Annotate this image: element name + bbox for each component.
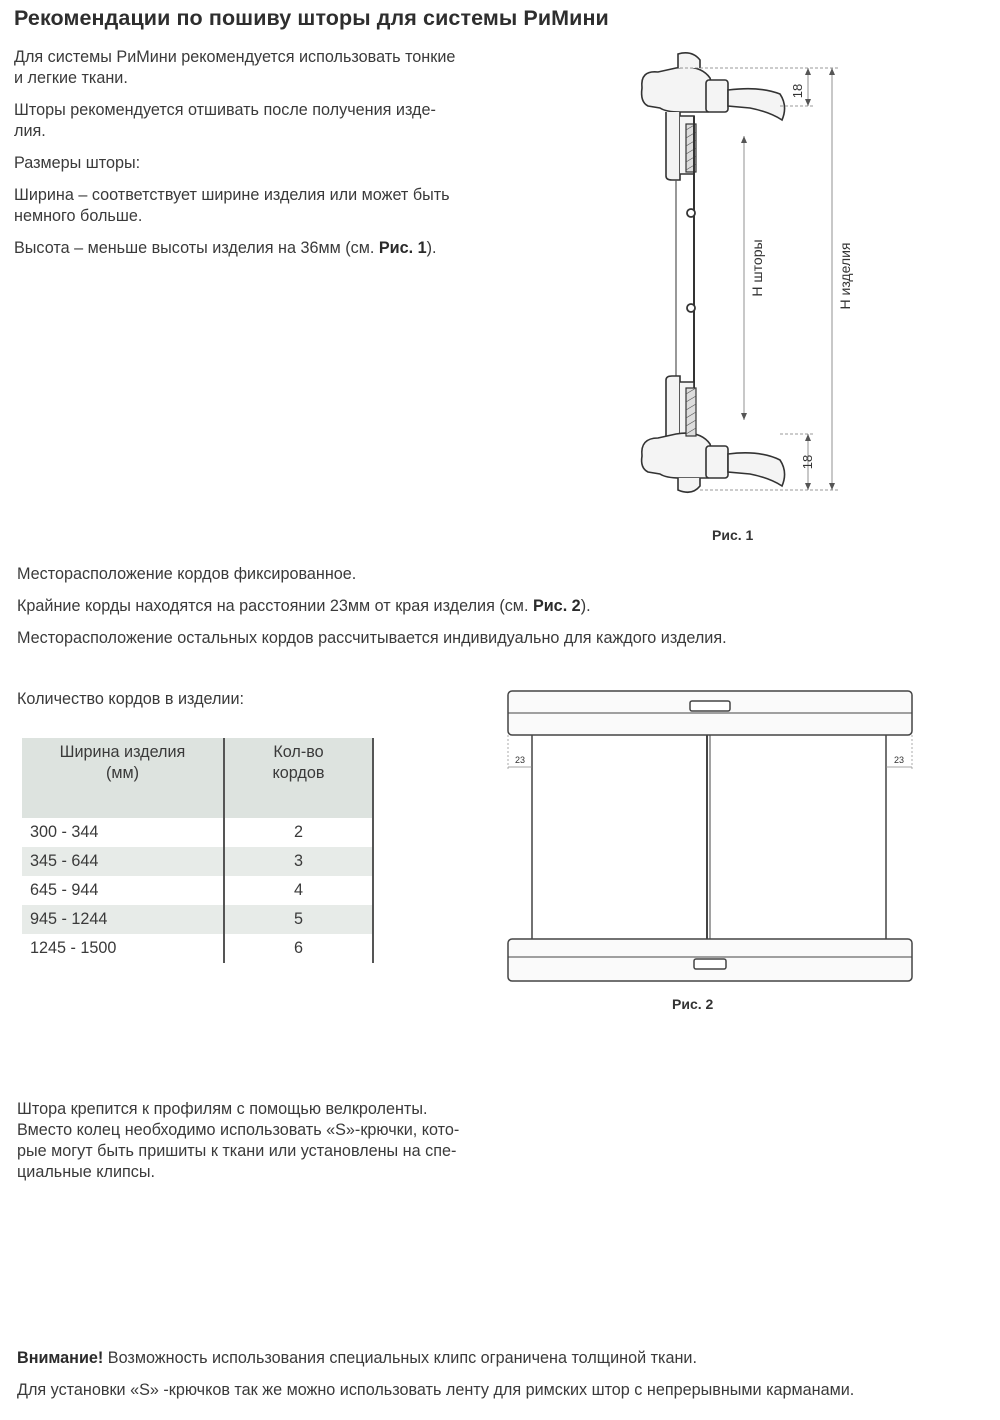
product-height-label: Н изделия [837,242,853,310]
cords-count-heading: Количество кордов в изделии: [17,690,245,708]
table-row [22,934,373,963]
header-width-line-2: (мм) [105,764,140,782]
cords-text-3: Месторасположение остальных кордов рассчитывается индивидуально для каждого изделия. [17,629,727,647]
height-text-main: Высота – меньше высоты изделия на 36мм (см. [14,239,379,257]
header-count-line-2: кордов [272,764,325,782]
fig1-section-drawing [620,50,880,510]
fig1-caption: Рис. 1 [712,527,754,543]
table-cell-count: 4 [224,876,373,905]
ring-icon [687,209,695,217]
table-row [22,905,373,934]
table-cell-count: 2 [224,818,373,847]
table-row [22,847,373,876]
sizes-heading: Размеры шторы: [14,154,141,172]
table-header-width [22,738,224,818]
ribbon-note: Для установки «S» -крючков так же можно использовать ленту для римских штор с непрерывными карманами. [17,1381,855,1399]
height-text-end: ). [426,239,437,257]
dim-left-label: 23 [514,755,526,765]
cords-text-1: Месторасположение кордов фиксированное. [17,565,357,583]
table-cell-count: 6 [224,934,373,963]
table-header-row [22,738,373,818]
dim-right-label: 23 [893,755,905,765]
warning-note [17,1348,697,1369]
cords-text-2-main: Крайние корды находятся на расстоянии 23мм от края изделия (см. [17,597,533,615]
table-row [22,818,373,847]
width-text-1: Ширина – соответствует ширине изделия или может быть [14,186,450,204]
intro-text-2: и легкие ткани. [14,69,128,87]
fig1-reference: Рис. 1 [378,239,427,257]
bottom-rail-shape [508,939,912,981]
width-text-2: немного больше. [14,207,143,225]
page-title: Рекомендации по пошиву шторы для системы РиМини [14,6,609,30]
table-cell-range: 345 - 644 [22,847,224,876]
table-cell-count: 5 [224,905,373,934]
cords-text-2 [17,596,591,617]
height-text [14,238,437,259]
intro-text-3: Шторы рекомендуется отшивать после получения изде- [14,101,436,119]
ring-icon [687,304,695,312]
table-cell-range: 300 - 344 [22,818,224,847]
top-profile-shape [642,53,785,180]
header-count-line-1: Кол-во [273,743,324,761]
top-rail-shape [508,691,912,735]
intro-text-4: лия. [14,122,46,140]
fig2-front-drawing [500,685,920,985]
mount-text-4: циальные клипсы. [17,1163,156,1181]
intro-text-1: Для системы РиМини рекомендуется использовать тонкие [14,48,456,66]
cords-count-table [22,738,374,963]
table-header-count [224,738,373,818]
header-width-line-1: Ширина изделия [59,743,186,761]
warning-text: Возможность использования специальных клипс ограничена толщиной ткани. [103,1349,697,1367]
table-cell-range: 1245 - 1500 [22,934,224,963]
table-cell-range: 945 - 1244 [22,905,224,934]
mount-text-1: Штора крепится к профилям с помощью велкроленты. [17,1100,428,1118]
table-row [22,876,373,905]
dim-bottom-label: 18 [800,454,815,470]
table-cell-count: 3 [224,847,373,876]
fig2-caption: Рис. 2 [672,996,714,1012]
mount-text-2: Вместо колец необходимо использовать «S»-крючки, кото- [17,1121,460,1139]
curtain-panel-shape [532,735,886,939]
fig2-reference: Рис. 2 [532,597,581,615]
mount-text-3: рые могут быть пришиты к ткани или установлены на спе- [17,1142,457,1160]
bottom-profile-shape [642,376,785,492]
warning-label: Внимание! [17,1349,104,1367]
curtain-height-label: Н шторы [749,239,765,297]
dim-top-label: 18 [790,83,805,99]
table-cell-range: 645 - 944 [22,876,224,905]
cords-text-2-end: ). [580,597,591,615]
